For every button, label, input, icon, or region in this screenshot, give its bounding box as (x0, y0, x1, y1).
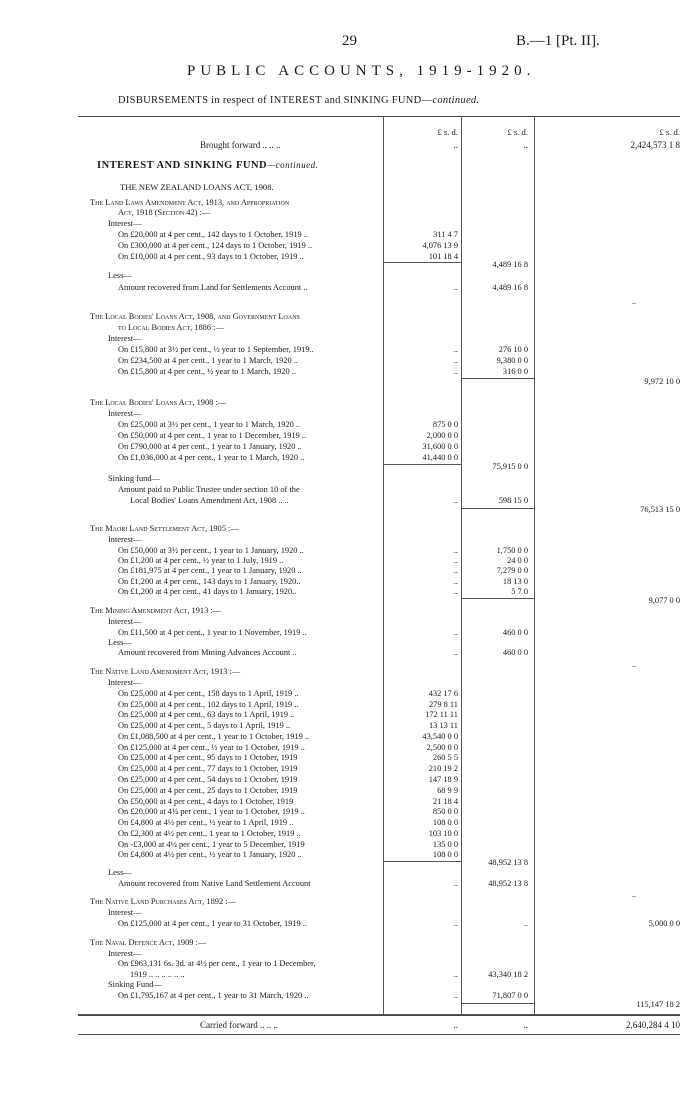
interest-label: Interest— (108, 535, 142, 544)
interest-label: Interest— (108, 409, 142, 418)
brought-forward-row: Brought forward .. .. .. .. .. 2,424,573 1 8 (200, 140, 680, 150)
section-heading: INTEREST AND SINKING FUND—continued. (97, 160, 319, 171)
page-subtitle: DISBURSEMENTS in respect of INTEREST and SINKING FUND—continued. (118, 95, 480, 106)
net-row: .. (631, 890, 636, 899)
page-title: PUBLIC ACCOUNTS, 1919-1920. (187, 63, 536, 79)
table-row: On £963,131 6s. 3d. at 4½ per cent., 1 year to 1 December, (118, 959, 316, 968)
table-row: On £50,000 at 3½ per cent., 1 year to 1 January, 1920 .. .. 1,750 0 0 (118, 546, 528, 555)
table-row: On £300,000 at 4 per cent., 124 days to 1 October, 1919 .. 4,076 13 9 (118, 241, 458, 250)
table-row: On £20,000 at 4 per cent., 142 days to 1 October, 1919 .. 311 4 7 (118, 230, 458, 239)
interest-label: Interest— (108, 678, 142, 687)
interest-label: Interest— (108, 949, 142, 958)
interest-label: Interest— (108, 908, 142, 917)
column-header: £ s. d. (507, 127, 528, 137)
table-row: On £20,000 at 4¼ per cent., 1 year to 1 October, 1919 .. 850 0 0 (118, 807, 458, 816)
table-row: On £25,000 at 4 per cent., 63 days to 1 April, 1919 .. 172 11 11 (118, 710, 458, 719)
table-row: On £125,000 at 4 per cent., 1 year to 31 October, 1919 .. .. .. 5,000 0 0 (118, 919, 680, 928)
table-row: On £25,000 at 4 per cent., 5 days to 1 April, 1919 .. 13 13 11 (118, 721, 458, 730)
act-heading-cont: to Local Bodies Act, 1886 :— (118, 323, 224, 332)
sinking-label: Sinking Fund— (108, 980, 162, 989)
act-heading-cont: Act, 1918 (Section 42) :— (118, 208, 211, 217)
sinking-label: Sinking fund— (108, 474, 160, 483)
act-heading: The Native Land Purchases Act, 1892 :— (90, 897, 236, 906)
table-row: On £50,000 at 4 per cent., 4 days to 1 October, 1919 21 18 4 (118, 797, 458, 806)
table-row: On £4,800 at 4½ per cent., ½ year to 1 April, 1919 .. 108 0 0 (118, 818, 458, 827)
recovery-row: Amount recovered from Native Land Settlement Account .. 48,952 13 8 (118, 879, 528, 888)
table-row: On £25,000 at 4 per cent., 102 days to 1 April, 1919 .. 279 8 11 (118, 700, 458, 709)
table-row: On £2,300 at 4½ per cent., 1 year to 1 October, 1919 .. 103 10 0 (118, 829, 458, 838)
subtotal-row: 75,915 0 0 (492, 462, 528, 471)
total-row: 9,077 0 0 (648, 596, 680, 605)
table-row: On £1,036,000 at 4 per cent., 1 year to 1 March, 1920 .. 41,440 0 0 (118, 453, 458, 462)
carried-forward-row: Carried forward .. .. .. .. .. 2,640,284 4 10 (200, 1020, 680, 1030)
less-label: Less— (108, 271, 132, 280)
total-row: 9,972 10 0 (644, 377, 680, 386)
table-row: On £181,975 at 4 per cent., 1 year to 1 January, 1920 .. .. 7,279 0 0 (118, 566, 528, 575)
act-heading: The Native Land Amendment Act, 1913 :— (90, 667, 241, 676)
table-row: On £1,200 at 4 per cent., 41 days to 1 January, 1920.. .. 5 7 0 (118, 587, 528, 596)
act-heading: The Local Bodies' Loans Act, 1908, and Government Loans (90, 312, 300, 321)
recovery-row: Amount recovered from Mining Advances Account .. .. 460 0 0 (118, 648, 528, 657)
table-row: On £25,000 at 4 per cent., 25 days to 1 October, 1919 68 9 9 (118, 786, 458, 795)
table-row: On £50,000 at 4 per cent., 1 year to 1 December, 1919 .. 2,000 0 0 (118, 431, 458, 440)
act-heading: The Local Bodies' Loans Act, 1908 :— (90, 398, 227, 407)
act-heading: The Naval Defence Act, 1909 :— (90, 938, 207, 947)
total-row: 115,147 18 2 (636, 1000, 680, 1009)
page-reference: B.—1 [Pt. II]. (516, 33, 600, 49)
less-label: Less— (108, 638, 132, 647)
column-header: £ s. d. (437, 127, 458, 137)
column-headers (0, 127, 700, 138)
table-row: On £25,000 at 4 per cent., 95 days to 1 October, 1919 260 5 5 (118, 753, 458, 762)
column-header: £ s. d. (659, 127, 680, 137)
interest-label: Interest— (108, 617, 142, 626)
net-row: .. (631, 660, 636, 669)
sinking-row: On £1,795,167 at 4 per cent., 1 year to 31 March, 1920 .. .. 71,807 0 0 (118, 991, 528, 1000)
sinking-row: Amount paid to Public Trustee under section 10 of the (118, 485, 300, 494)
interest-label: Interest— (108, 219, 142, 228)
table-row: On £4,800 at 4½ per cent., ½ year to 1 January, 1920 .. 108 0 0 (118, 850, 458, 859)
table-row-cont: 1919 .. .. .. .. .. .. .. 43,340 18 2 (130, 970, 528, 979)
table-row: On £25,000 at 4 per cent., 54 days to 1 October, 1919 147 18 9 (118, 775, 458, 784)
act-heading: The Mining Amendment Act, 1913 :— (90, 606, 222, 615)
table-row: On £1,088,500 at 4 per cent., 1 year to 1 October, 1919 .. 43,540 0 0 (118, 732, 458, 741)
table-row: On £125,000 at 4 per cent., ½ year to 1 October, 1919 .. 2,500 0 0 (118, 743, 458, 752)
table-row: On £11,500 at 4 per cent., 1 year to 1 November, 1919 .. .. 460 0 0 (118, 628, 528, 637)
subtotal-row: 4,489 16 8 (492, 260, 528, 269)
table-row: On £790,000 at 4 per cent., 1 year to 1 January, 1920 .. 31,600 0 0 (118, 442, 458, 451)
total-row: 76,513 15 0 (640, 505, 680, 514)
act-heading: The Maori Land Settlement Act, 1905 :— (90, 524, 239, 533)
table-row: On £25,000 at 3½ per cent., 1 year to 1 March, 1920 .. 875 0 0 (118, 420, 458, 429)
sinking-row-cont: Local Bodies' Loans Amendment Act, 1908 .. .. .. 598 15 0 (130, 496, 528, 505)
table-row: On -£3,000 at 4½ per cent., 1 year to 5 December, 1919 135 0 0 (118, 840, 458, 849)
rule (78, 1014, 680, 1015)
table-row: On £15,800 at 3½ per cent., ½ year to 1 September, 1919.. .. 276 10 0 (118, 345, 528, 354)
rule (78, 1034, 680, 1035)
recovery-row: Amount recovered from Land for Settlements Account .. .. 4,489 16 8 (118, 283, 528, 292)
table-row: On £10,000 at 4 per cent., 93 days to 1 October, 1919 .. 101 18 4 (118, 252, 458, 261)
table-row: On £15,800 at 4 per cent., ½ year to 1 March, 1920 .. .. 316 0 0 (118, 367, 528, 376)
less-label: Less— (108, 868, 132, 877)
table-row: On £25,000 at 4 per cent., 158 days to 1 April, 1919 .. 432 17 6 (118, 689, 458, 698)
table-row: On £234,500 at 4 per cent., 1 year to 1 March, 1920 .. .. 9,380 0 0 (118, 356, 528, 365)
table-row: On £25,000 at 4 per cent., 77 days to 1 October, 1919 210 19 2 (118, 764, 458, 773)
page-number: 29 (342, 33, 357, 49)
act-heading: The Land Laws Amendment Act, 1913, and Appropriation (90, 198, 290, 207)
table-row: On £1,200 at 4 per cent., 143 days to 1 January, 1920.. .. 18 13 0 (118, 577, 528, 586)
table-row: On £1,200 at 4 per cent., ½ year to 1 July, 1919 .. .. 24 0 0 (118, 556, 528, 565)
interest-label: Interest— (108, 334, 142, 343)
act-title: THE NEW ZEALAND LOANS ACT, 1908. (120, 182, 274, 192)
subtotal-row: 48,952 13 8 (488, 858, 528, 867)
net-row: .. (631, 297, 636, 306)
